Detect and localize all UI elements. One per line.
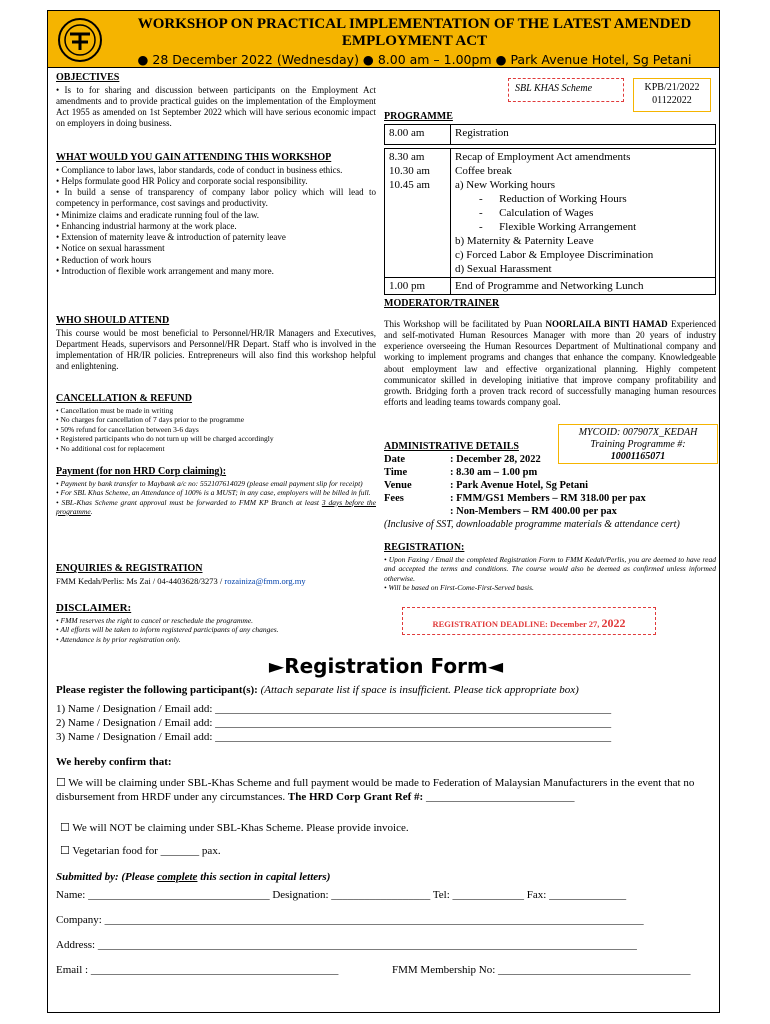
- who-text: This course would be most beneficial to Personnel/HR/IR Managers and Executives, Department Heads, supervisors and Personnel/HR Depart. Staff who is involved in the implementation of HR/IR policies. Entrepreneurs will also find this workshop helpful and enlightening.: [56, 327, 376, 372]
- registration-form-title: ►Registration Form◄: [268, 654, 504, 678]
- gain-item: • Minimize claims and eradicate running foul of the law.: [56, 209, 260, 220]
- enquiries-text: FMM Kedah/Perlis: Ms Zai / 04-4403628/3273 / rozainiza@fmm.org.my: [56, 575, 306, 586]
- gain-item: • In build a sense of transparency of company labor policy which will lead to competency in performance, cost savings and productivity.: [56, 187, 376, 209]
- myco-badge: MYCOID: 007907X_KEDAH Training Programme #: 10001165071: [558, 424, 718, 464]
- time-label: Time: [384, 467, 408, 478]
- date-label: Date: [384, 454, 405, 465]
- page-title: WORKSHOP ON PRACTICAL IMPLEMENTATION OF THE LATEST AMENDED EMPLOYMENT ACT: [137, 16, 692, 49]
- cancellation-item: • No charges for cancellation of 7 days prior to the programme: [56, 415, 245, 424]
- moderator-text: This Workshop will be facilitated by Puan NOORLAILA BINTI HAMAD Experienced and self-motivated Human Resources Manager with more than 20 years of industry experience overseeing the Human Resources Department of Multinational company and working to implement programs and changes that enhance the company. Knowledgeable about employment law and effective organizational planning. Highly competent communicator skilled in developing initiative that improve company profitability and growth. Bridging forth a proven track record of successfully managing human resources efforts and leading teams towards company goal.: [384, 318, 717, 408]
- registration-item: • Upon Faxing / Email the completed Registration Form to FMM Kedah/Perlis, you are deemed to have read and accepted the terms and conditions. The course would also be deemed as confirmed unless informed otherwise.: [384, 554, 716, 583]
- payment-item: • Payment by bank transfer to Maybank a/c no: 552107614029 (please email payment slip for receipt): [56, 478, 363, 488]
- participant-field-1[interactable]: 1) Name / Designation / Email add: ________________________________________________________________________: [56, 703, 612, 715]
- programme-time: 1.00 pm: [385, 277, 451, 294]
- enquiries-heading: ENQUIRIES & REGISTRATION: [56, 563, 203, 574]
- confirm-heading: We hereby confirm that:: [56, 756, 172, 768]
- programme-desc: Registration: [451, 124, 716, 144]
- submitted-by-heading: Submitted by: (Please complete this section in capital letters): [56, 871, 331, 883]
- programme-heading: PROGRAMME: [384, 111, 453, 122]
- admin-heading: ADMINISTRATIVE DETAILS: [384, 441, 519, 452]
- participant-field-2[interactable]: 2) Name / Designation / Email add: ________________________________________________________________________: [56, 717, 612, 729]
- membership-field[interactable]: FMM Membership No: ___________________________________: [392, 964, 691, 976]
- no-sbl-claim-checkbox[interactable]: ☐ We will NOT be claiming under SBL-Khas Scheme. Please provide invoice.: [60, 822, 409, 834]
- time-value: : 8.30 am – 1.00 pm: [450, 467, 538, 478]
- cancellation-item: • Registered participants who do not turn up will be charged accordingly: [56, 434, 274, 443]
- moderator-section: [384, 298, 716, 409]
- moderator-heading: MODERATOR/TRAINER: [384, 298, 500, 309]
- objectives-text: • Is to for sharing and discussion between participants on the Employment Act amendments and to provide practical guides on the implementation of the Employment Act 1955 as amended on 1st September 2022 which will have serious economic impact on employers in doing business.: [56, 84, 376, 129]
- cancellation-item: • 50% refund for cancellation between 3-6 days: [56, 424, 199, 434]
- cancellation-section: [56, 393, 376, 453]
- address-field[interactable]: Address: __________________________________________________________________________________________________: [56, 939, 637, 951]
- who-heading: WHO SHOULD ATTEND: [56, 315, 170, 326]
- participant-field-3[interactable]: 3) Name / Designation / Email add: ________________________________________________________________________: [56, 731, 612, 743]
- programme-section: [384, 111, 716, 295]
- table-row: [385, 277, 716, 294]
- gain-item: • Notice on sexual harassment: [56, 243, 165, 254]
- company-field[interactable]: Company: __________________________________________________________________________________________________: [56, 914, 644, 926]
- registration-section: [384, 542, 716, 593]
- objectives-heading: OBJECTIVES: [56, 72, 120, 83]
- table-row: [385, 124, 716, 144]
- gain-item: • Introduction of flexible work arrangement and many more.: [56, 265, 274, 276]
- cancellation-item: • Cancellation must be made in writing: [56, 405, 174, 415]
- date-value: : December 28, 2022: [450, 454, 541, 465]
- programme-agenda: Recap of Employment Act amendments Coffee break a) New Working hours - Reduction of Working Hours - Calculation of Wages - Flexible Working Arrangement b) Maternity & Paternity Leave c) Forced Labor & Employee Discrimination d) Sexual Harassment: [451, 148, 716, 277]
- registration-heading: REGISTRATION:: [384, 542, 465, 553]
- objectives-section: [56, 72, 376, 130]
- gain-section: [56, 152, 376, 277]
- sbl-scheme-badge: SBL KHAS Scheme: [508, 78, 624, 102]
- fees-nonmembers: : Non-Members – RM 400.00 per pax: [450, 506, 617, 517]
- form-intro: Please register the following participant(s): (Attach separate list if space is insufficient. Please tick appropriate box): [56, 684, 579, 696]
- who-section: [56, 315, 376, 373]
- programme-time: 8.00 am: [385, 124, 451, 144]
- payment-item: • SBL-Khas Scheme grant approval must be forwarded to FMM KP Branch at least 3 days before the programme.: [56, 497, 376, 516]
- disclaimer-item: • All efforts will be taken to inform registered participants of any changes.: [56, 625, 279, 635]
- payment-item: • For SBL Khas Scheme, an Attendance of 100% is a MUST; in any case, employers will be billed in full.: [56, 488, 371, 497]
- registration-item: • Will be based on First-Come-First-Served basis.: [384, 583, 534, 592]
- gain-item: • Compliance to labor laws, labor standards, code of conduct in business ethics.: [56, 164, 343, 175]
- fees-members: : FMM/GS1 Members – RM 318.00 per pax: [450, 493, 646, 504]
- programme-desc: End of Programme and Networking Lunch: [451, 277, 716, 294]
- fees-label: Fees: [384, 493, 404, 504]
- gain-item: • Extension of maternity leave & introduction of paternity leave: [56, 232, 286, 242]
- programme-table: [384, 124, 716, 295]
- email-field[interactable]: Email : _____________________________________________: [56, 964, 339, 976]
- sbl-claim-checkbox[interactable]: ☐ We will be claiming under SBL-Khas Scheme and full payment would be made to Federation of Malaysian Manufacturers in the event that no disbursement from HRDF under any circumstances. The HRD Corp Grant Ref #: ___________________________: [56, 777, 695, 803]
- name-field-row[interactable]: Name: _________________________________ Designation: __________________ Tel: _____________ Fax: ______________: [56, 889, 627, 901]
- registration-deadline: REGISTRATION DEADLINE: December 27, 2022: [402, 607, 656, 635]
- venue-label: Venue: [384, 480, 412, 491]
- gain-item: • Reduction of work hours: [56, 254, 152, 265]
- disclaimer-heading: DISCLAIMER:: [56, 602, 132, 614]
- payment-section: [56, 466, 376, 517]
- venue-value: : Park Avenue Hotel, Sg Petani: [450, 480, 589, 491]
- programme-times: 8.30 am 10.30 am 10.45 am: [385, 148, 451, 277]
- fmm-logo-icon: [56, 16, 104, 64]
- header-banner: [47, 10, 720, 68]
- payment-heading: Payment (for non HRD Corp claiming):: [56, 466, 227, 477]
- disclaimer-item: • FMM reserves the right to cancel or reschedule the programme.: [56, 615, 253, 625]
- enquiries-section: [56, 563, 386, 586]
- cancellation-heading: CANCELLATION & REFUND: [56, 393, 192, 404]
- vegetarian-checkbox[interactable]: ☐ Vegetarian food for _______ pax.: [60, 845, 221, 857]
- admin-section: [384, 440, 720, 531]
- email-link[interactable]: rozainiza@fmm.org.my: [224, 575, 306, 586]
- event-summary: ● 28 December 2022 (Wednesday) ● 8.00 am – 1.00pm ● Park Avenue Hotel, Sg Petani: [137, 52, 692, 67]
- disclaimer-item: • Attendance is by prior registration only.: [56, 634, 181, 644]
- gain-heading: WHAT WOULD YOU GAIN ATTENDING THIS WORKSHOP: [56, 152, 332, 163]
- gain-item: • Enhancing industrial harmony at the work place.: [56, 220, 237, 231]
- fees-note: (Inclusive of SST, downloadable programme materials & attendance cert): [384, 519, 680, 530]
- disclaimer-section: [56, 602, 386, 644]
- gain-item: • Helps formulate good HR Policy and corporate social responsibility.: [56, 175, 308, 186]
- cancellation-item: • No additional cost for replacement: [56, 443, 165, 453]
- reference-badge: KPB/21/2022 01122022: [633, 78, 711, 112]
- table-row: [385, 148, 716, 277]
